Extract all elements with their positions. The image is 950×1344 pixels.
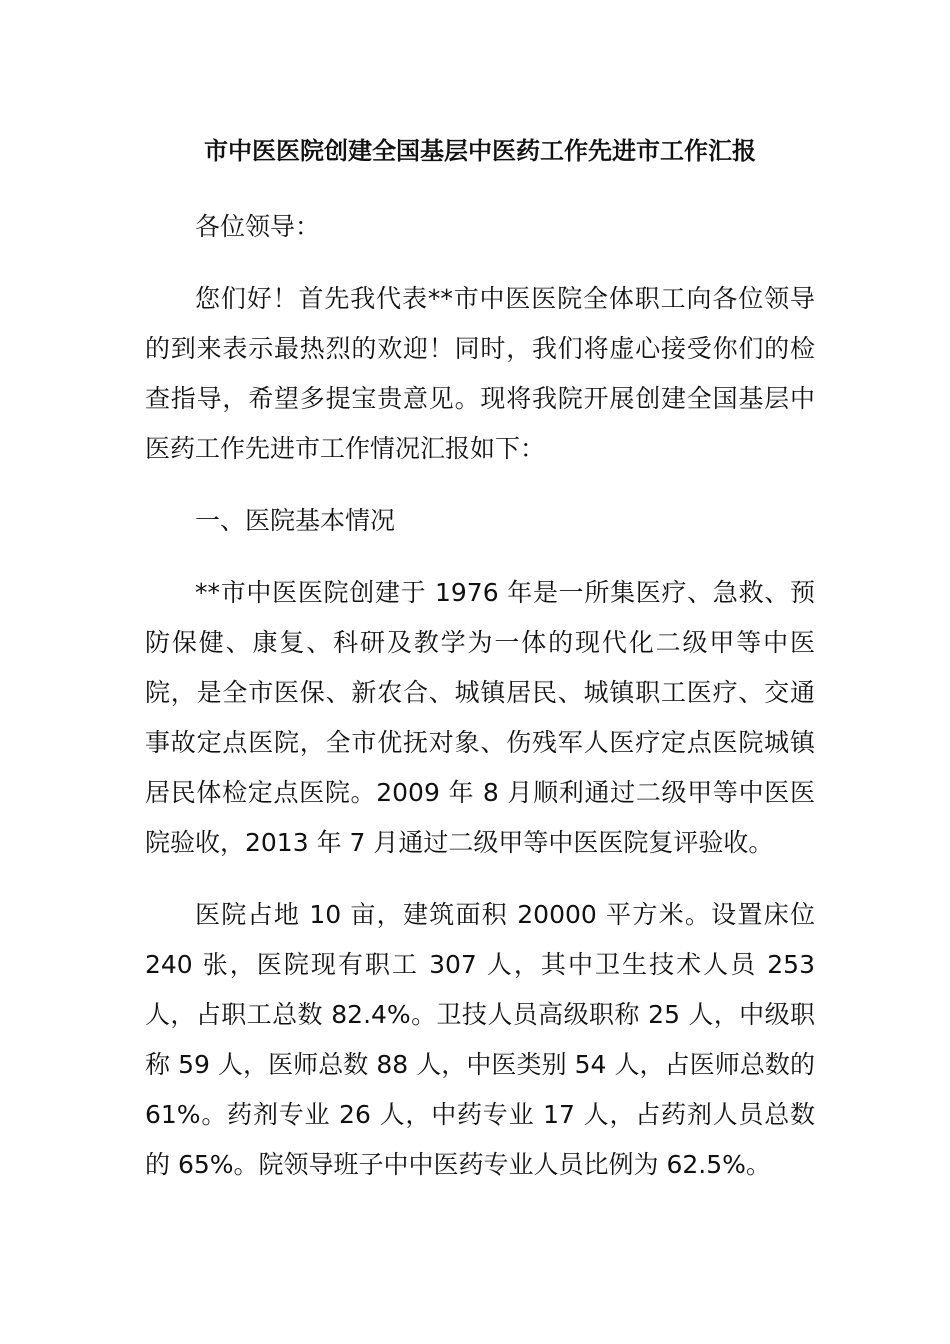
paragraph-hospital-statistics: 医院占地 10 亩，建筑面积 20000 平方米。设置床位 240 张，医院现有职工 307 人，其中卫生技术人员 253 人，占职工总数 82.4%。卫技人员高级职称 25 人，中级职称 59 人，医师总数 88 人，中医类别 54 人，占医师总数的 61%。药剂专业 26 人，中药专业 17 人，占药剂人员总数的 65%。院领导班子中中医药专业人员比例为 62.5%。	[145, 900, 815, 1179]
section-heading-basic-info: 一、医院基本情况	[195, 506, 396, 535]
paragraph-hospital-history: **市中医医院创建于 1976 年是一所集医疗、急救、预防保健、康复、科研及教学为一体的现代化二级甲等中医院，是全市医保、新农合、城镇居民、城镇职工医疗、交通事故定点医院，全市优抚对象、伤残军人医疗定点医院城镇居民体检定点医院。2009 年 8 月顺利通过二级甲等中医医院验收，2013 年 7 月通过二级甲等中医医院复评验收。	[145, 578, 815, 857]
document-page	[145, 130, 815, 1212]
paragraph-intro: 您们好！首先我代表**市中医医院全体职工向各位领导的到来表示最热烈的欢迎！同时，我们将虚心接受你们的检查指导，希望多提宝贵意见。现将我院开展创建全国基层中医药工作先进市工作情况汇报如下：	[145, 284, 815, 463]
document-title: 市中医医院创建全国基层中医药工作先进市工作汇报	[204, 137, 756, 165]
salutation: 各位领导：	[195, 212, 321, 241]
